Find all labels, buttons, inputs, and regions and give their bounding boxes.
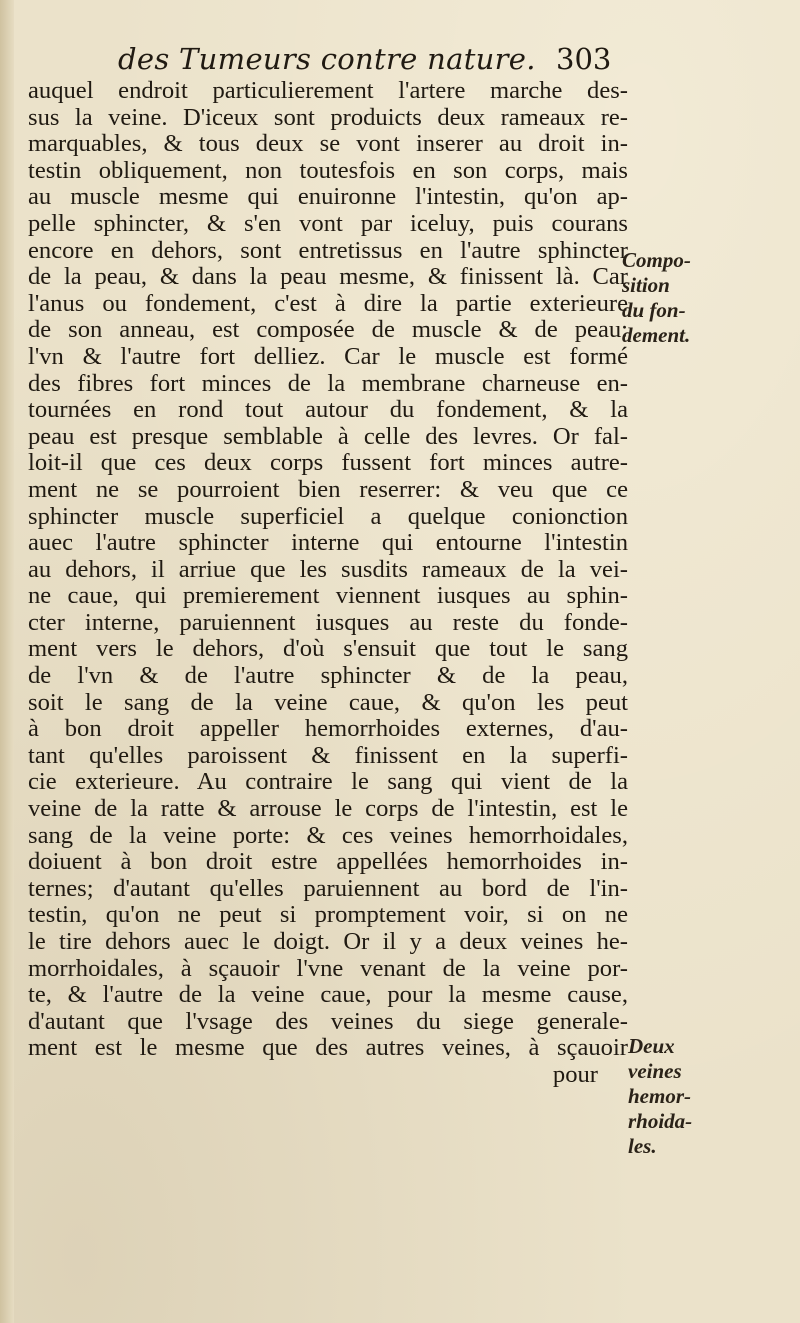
text-line: sang de la veine porte: & ces veines hemorrhoidales,: [28, 821, 628, 849]
text-line: testin, qu'on ne peut si promptement voir, si on ne: [28, 901, 628, 929]
text-line: l'vn & l'autre fort delliez. Car le muscle est formé: [28, 342, 628, 370]
text-line: le tire dehors auec le doigt. Or il y a deux veines he-: [28, 928, 628, 955]
margin-note-line: sition: [622, 273, 670, 297]
margin-note-line: Deux: [628, 1034, 675, 1058]
text-line: au dehors, il arriue que les susdits rameaux de la vei-: [28, 555, 628, 583]
text-line: auquel endroit particulierement l'artere marche des-: [28, 77, 628, 104]
text-line: auec l'autre sphincter interne qui entourne l'intestin: [28, 529, 628, 557]
text-line: ment ne se pourroient bien reserrer: & veu que ce: [28, 475, 628, 503]
margin-note-line: les.: [628, 1134, 657, 1158]
text-line: te, & l'autre de la veine caue, pour la mesme cause,: [28, 981, 628, 1009]
page-binding-edge: [0, 0, 14, 1323]
text-line: à bon droit appeller hemorrhoides externes, d'au-: [28, 715, 628, 743]
margin-note-line: du fon-: [622, 298, 686, 322]
body-text: [28, 78, 628, 1089]
text-line: testin obliquement, non toutesfois en son corps, mais: [28, 156, 628, 184]
text-line: l'anus ou fondement, c'est à dire la partie exterieure: [28, 289, 628, 317]
text-line: de la peau, & dans la peau mesme, & finissent là. Car: [28, 263, 628, 291]
text-line: soit le sang de la veine caue, & qu'on les peut: [28, 688, 628, 716]
margin-note-line: hemor-: [628, 1084, 691, 1108]
text-line: tournées en rond tout autour du fondement, & la: [28, 396, 628, 424]
text-line: ment est le mesme que des autres veines, à sçauoir: [28, 1034, 628, 1062]
text-line: de son anneau, est composée de muscle & de peau:: [28, 316, 628, 344]
margin-note-line: dement.: [622, 323, 691, 347]
text-line: de l'vn & de l'autre sphincter & de la peau,: [28, 662, 628, 690]
catchword: pour: [552, 1060, 598, 1088]
text-line: encore en dehors, sont entretissus en l'autre sphincter: [28, 236, 628, 264]
text-line: sphincter muscle superficiel a quelque conionction: [28, 502, 628, 530]
margin-note-line: Compo-: [622, 248, 691, 272]
margin-note-composition: [622, 248, 691, 348]
text-line: des fibres fort minces de la membrane charneuse en-: [28, 369, 628, 397]
text-line: doiuent à bon droit estre appellées hemorrhoides in-: [28, 848, 628, 876]
text-line: au muscle mesme qui enuironne l'intestin, qu'on ap-: [28, 183, 628, 211]
text-line: ne caue, qui premierement viennent iusques au sphin-: [28, 582, 628, 610]
text-line: pelle sphincter, & s'en vont par iceluy, puis courans: [28, 209, 628, 237]
text-line: d'autant que l'vsage des veines du siege generale-: [28, 1007, 628, 1035]
text-line: loit-il que ces deux corps fussent fort minces autre-: [28, 449, 628, 477]
text-line: peau est presque semblable à celle des levres. Or fal-: [28, 422, 628, 450]
text-line: veine de la ratte & arrouse le corps de l'intestin, est le: [28, 795, 628, 823]
text-line: sus la veine. D'iceux sont produicts deux rameaux re-: [28, 103, 628, 131]
text-line: cter interne, paruiennent iusques au reste du fonde-: [28, 608, 628, 636]
text-line: ment vers le dehors, d'où s'ensuit que tout le sang: [28, 635, 628, 663]
text-line: ternes; d'autant qu'elles paruiennent au bord de l'in-: [28, 874, 628, 902]
margin-note-hemorrhoidal-veins: [628, 1034, 692, 1159]
running-title: des Tumeurs contre nature.: [118, 42, 536, 76]
margin-note-line: veines: [628, 1059, 682, 1083]
margin-note-line: rhoida-: [628, 1109, 693, 1133]
text-line: tant qu'elles paroissent & finissent en la superfi-: [28, 741, 628, 769]
text-line: morrhoidales, à sçauoir l'vne venant de la veine por-: [28, 954, 628, 982]
page-number: 303: [556, 42, 612, 76]
text-line: cie exterieure. Au contraire le sang qui vient de la: [28, 768, 628, 796]
text-line: marquables, & tous deux se vont inserer au droit in-: [28, 130, 628, 158]
